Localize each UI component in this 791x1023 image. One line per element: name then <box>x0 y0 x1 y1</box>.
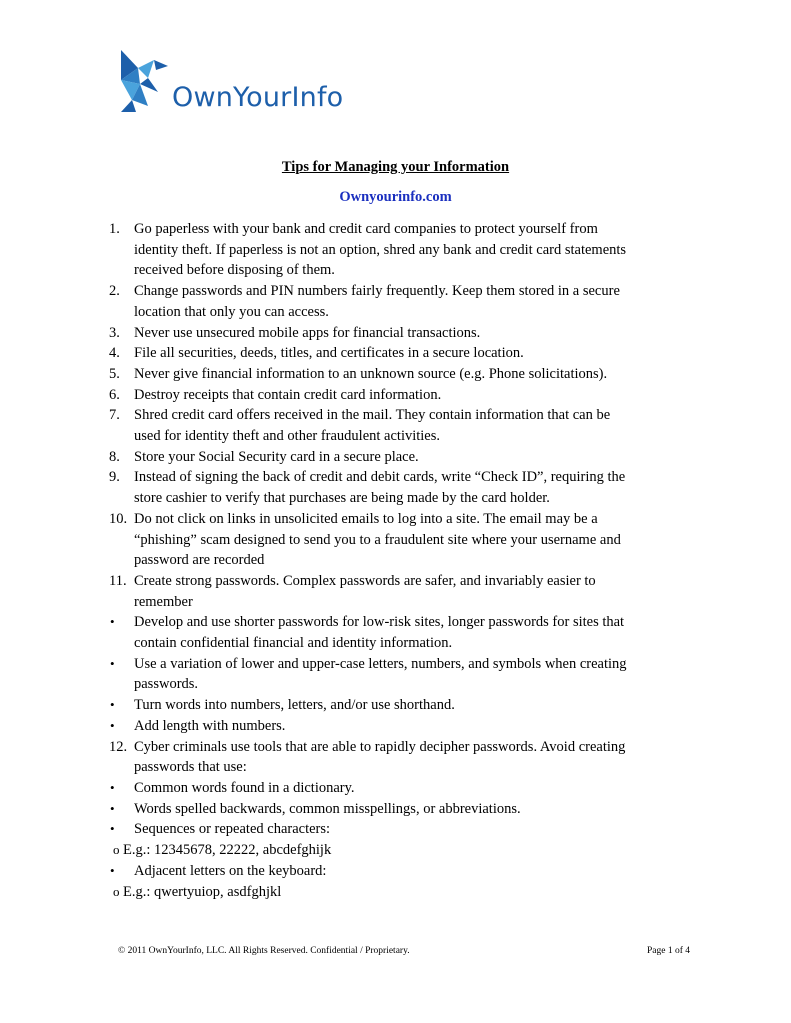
item-text <box>134 385 664 406</box>
item-text <box>134 737 664 778</box>
list-marker: • <box>110 614 115 630</box>
brand-name: OwnYourInfo <box>172 82 344 113</box>
tips-list <box>0 219 791 902</box>
bullet-item <box>0 654 791 695</box>
bullet-item <box>0 695 791 716</box>
list-marker: 10. <box>109 510 128 527</box>
text-line: Add length with numbers. <box>134 717 286 734</box>
item-text <box>134 612 664 653</box>
numbered-item <box>0 467 791 508</box>
list-marker: 2. <box>109 283 120 300</box>
item-text <box>134 778 664 799</box>
list-marker: o <box>113 883 120 899</box>
list-marker: • <box>110 821 115 837</box>
text-line: Shred credit card offers received in the mail. They contain information that can be <box>134 407 611 424</box>
list-marker: • <box>110 779 115 795</box>
sub-bullet-item <box>0 840 791 861</box>
item-text <box>134 447 664 468</box>
numbered-item <box>0 364 791 385</box>
text-line: password are recorded <box>134 552 265 569</box>
list-marker: • <box>110 862 115 878</box>
text-line: E.g.: qwertyuiop, asdfghjkl <box>123 883 282 900</box>
list-marker: • <box>110 717 115 733</box>
numbered-item <box>0 509 791 571</box>
list-marker: • <box>110 800 115 816</box>
sub-bullet-item <box>0 882 791 903</box>
item-text <box>134 716 664 737</box>
item-text <box>123 840 653 861</box>
item-text <box>134 654 664 695</box>
text-line: “phishing” scam designed to send you to a fraudulent site where your username and <box>134 531 621 548</box>
bullet-item <box>0 612 791 653</box>
list-marker: 11. <box>109 572 127 589</box>
text-line: Go paperless with your bank and credit card companies to protect yourself from <box>134 221 598 237</box>
bullet-item <box>0 778 791 799</box>
item-text <box>134 467 664 508</box>
numbered-item <box>0 343 791 364</box>
text-line: Destroy receipts that contain credit card information. <box>134 386 442 403</box>
item-text <box>134 323 664 344</box>
item-text <box>134 364 664 385</box>
item-text <box>134 343 664 364</box>
numbered-item <box>0 737 791 778</box>
item-text <box>123 882 653 903</box>
list-marker: 5. <box>109 365 120 382</box>
list-marker: 12. <box>109 738 128 755</box>
numbered-item <box>0 385 791 406</box>
item-text <box>134 281 664 322</box>
text-line: Cyber criminals use tools that are able to rapidly decipher passwords. Avoid creating <box>134 738 626 755</box>
copyright-notice: © 2011 OwnYourInfo, LLC. All Rights Reserved. Confidential / Proprietary. <box>118 946 410 956</box>
numbered-item <box>0 447 791 468</box>
bird-logo-icon <box>118 50 170 112</box>
text-line: File all securities, deeds, titles, and certificates in a secure location. <box>134 345 524 362</box>
numbered-item <box>0 323 791 344</box>
text-line: passwords. <box>134 676 199 693</box>
text-line: Turn words into numbers, letters, and/or use shorthand. <box>134 697 455 714</box>
bullet-item <box>0 716 791 737</box>
list-marker: 6. <box>109 386 120 403</box>
text-line: passwords that use: <box>134 759 247 776</box>
text-line: used for identity theft and other fraudulent activities. <box>134 428 441 445</box>
item-text <box>134 799 664 820</box>
text-line: Sequences or repeated characters: <box>134 821 331 838</box>
text-line: location that only you can access. <box>134 303 329 320</box>
text-line: identity theft. If paperless is not an option, shred any bank and credit card statements <box>134 241 627 258</box>
list-marker: • <box>110 697 115 713</box>
document-title: Tips for Managing your Information <box>281 159 510 175</box>
text-line: Store your Social Security card in a secure place. <box>134 448 419 465</box>
text-line: Adjacent letters on the keyboard: <box>134 862 327 879</box>
item-text <box>134 571 664 612</box>
page-number: Page 1 of 4 <box>646 946 690 956</box>
text-line: store cashier to verify that purchases are being made by the card holder. <box>134 490 550 507</box>
item-text <box>134 819 664 840</box>
text-line: Common words found in a dictionary. <box>134 779 355 796</box>
list-marker: 9. <box>109 469 120 486</box>
text-line: Create strong passwords. Complex passwords are safer, and invariably easier to <box>134 572 596 589</box>
bullet-item <box>0 861 791 882</box>
text-line: Never give financial information to an unknown source (e.g. Phone solicitations). <box>134 365 608 382</box>
text-line: Do not click on links in unsolicited emails to log into a site. The email may be a <box>134 510 598 527</box>
item-text <box>134 405 664 446</box>
document-subtitle: Ownyourinfo.com <box>339 189 452 205</box>
item-text <box>134 695 664 716</box>
text-line: contain confidential financial and identity information. <box>134 635 453 652</box>
text-line: Use a variation of lower and upper-case letters, numbers, and symbols when creating <box>134 655 627 672</box>
item-text <box>134 861 664 882</box>
text-line: Words spelled backwards, common misspellings, or abbreviations. <box>134 800 521 817</box>
text-line: remember <box>134 593 193 610</box>
list-marker: • <box>110 655 115 671</box>
text-line: Never use unsecured mobile apps for financial transactions. <box>134 324 481 341</box>
item-text <box>134 219 664 281</box>
text-line: E.g.: 12345678, 22222, abcdefghijk <box>123 842 332 859</box>
text-line: Change passwords and PIN numbers fairly frequently. Keep them stored in a secure <box>134 283 620 300</box>
numbered-item <box>0 281 791 322</box>
text-line: Develop and use shorter passwords for low-risk sites, longer passwords for sites that <box>134 614 625 631</box>
list-marker: 7. <box>109 407 120 424</box>
list-marker: 1. <box>109 221 120 237</box>
item-text <box>134 509 664 571</box>
numbered-item <box>0 405 791 446</box>
list-marker: 3. <box>109 324 120 341</box>
list-marker: 8. <box>109 448 120 465</box>
numbered-item <box>0 571 791 612</box>
logo <box>118 50 343 112</box>
list-marker: o <box>113 842 120 858</box>
bullet-item <box>0 819 791 840</box>
text-line: received before disposing of them. <box>134 262 335 279</box>
numbered-item <box>0 219 791 281</box>
list-marker: 4. <box>109 345 120 362</box>
text-line: Instead of signing the back of credit and debit cards, write “Check ID”, requiring the <box>134 469 626 486</box>
bullet-item <box>0 799 791 820</box>
page-footer <box>118 946 690 956</box>
